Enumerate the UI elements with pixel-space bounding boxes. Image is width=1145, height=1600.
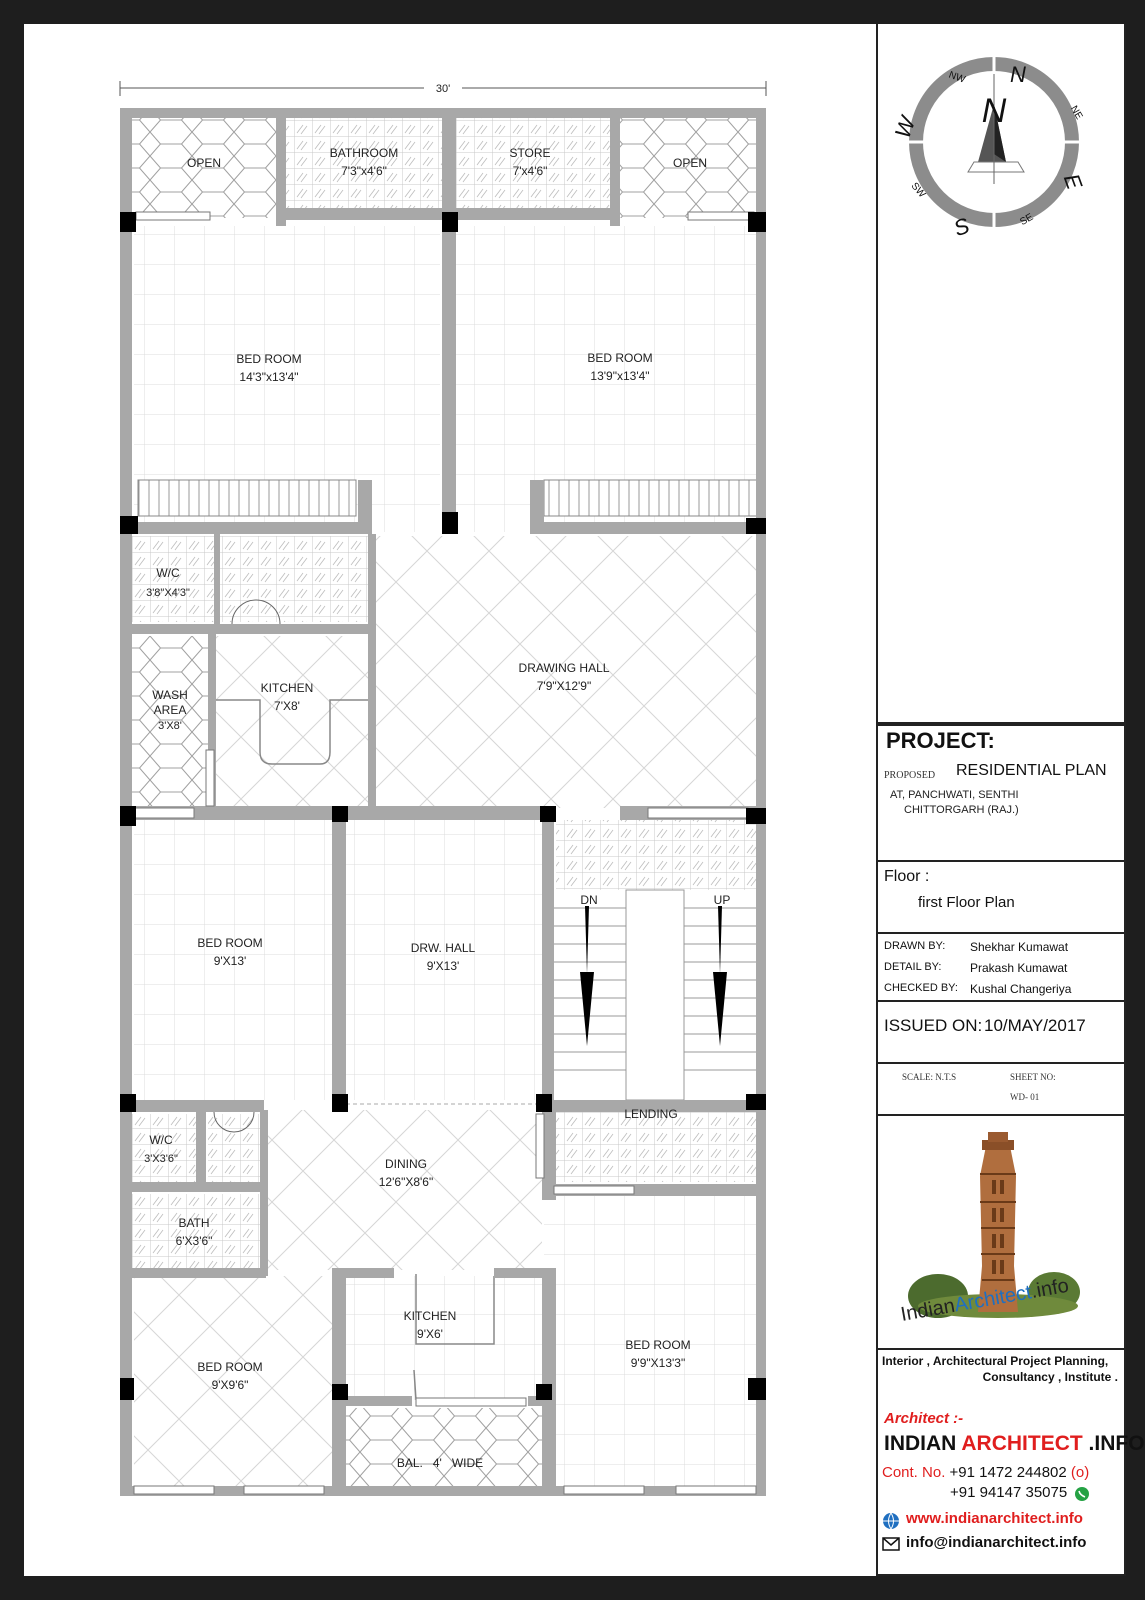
bedroom-4-size: 9'X9'6" [211,1378,249,1392]
floor-value: first Floor Plan [918,894,1015,911]
credits-block [876,932,1126,1002]
bedroom-5-label: BED ROOM [625,1338,691,1352]
balcony-label: BAL. 4' WIDE [396,1456,484,1470]
dimension-label: 30' [435,83,451,95]
compass-n: N [1010,62,1026,87]
project-label: PROJECT: [886,728,995,753]
drawing-sheet [24,24,1145,1576]
kitchen-2-floor [346,1276,542,1400]
contact-block [876,1348,1145,1576]
bath-size: 6'X3'6" [175,1234,213,1248]
wc2-size: 3'X3'6" [144,1153,178,1165]
open-left-label: OPEN [186,156,222,170]
address-line-1: AT, PANCHWATI, SENTHI [890,789,1019,801]
compass-w: W [889,113,921,142]
compass-n-big: N [981,92,1007,130]
website-link[interactable]: www.indianarchitect.info [906,1510,1083,1527]
checked-by-value: Kushal Changeriya [970,982,1072,996]
contact-label: Cont. No. [882,1464,946,1481]
mail-icon [882,1536,900,1552]
bed2-railing [544,480,758,516]
kitchen-1-floor [214,636,368,808]
wc1-size: 3'8"X4'3" [146,587,190,599]
sheet-no-value: WD- 01 [1010,1092,1040,1102]
logo-text-indian: Indian [899,1294,957,1326]
compass-ne: NE [1067,103,1085,122]
whatsapp-icon [1074,1486,1090,1502]
bedroom-5-size: 9'9"X13'3" [630,1356,686,1370]
logo-text-info: .info [1029,1274,1071,1303]
drawn-by-value: Shekhar Kumawat [970,940,1069,954]
bedroom-3-size: 9'X13' [213,954,247,968]
lending-label: LENDING [624,1107,678,1121]
bathroom-label: BATHROOM [329,146,399,160]
detail-by-value: Prakash Kumawat [970,961,1068,975]
bedroom-1-size: 14'3"x13'4" [239,370,299,384]
contact-phone-1 [882,1464,1089,1481]
wc2-floor [130,1114,196,1182]
bed1-railing [138,480,356,516]
compass-icon [878,34,1124,274]
scale-block [876,1062,1126,1116]
kitchen-1-size: 7'X8' [274,699,300,713]
dining-floor [266,1110,542,1270]
issued-label: ISSUED ON: [884,1016,983,1035]
tower-logo-icon [878,1116,1124,1348]
wash-label-2: AREA [153,703,187,717]
drawing-hall-size: 7'9"X12'9" [536,679,592,693]
phone-1-suffix: (o) [1070,1464,1090,1481]
kitchen-1-label: KITCHEN [260,681,314,695]
services-line-2: Consultancy , Institute . [982,1370,1118,1384]
stair-dn-label: DN [580,893,598,907]
dining-label: DINING [385,1157,427,1171]
compass-nw: NW [947,69,967,86]
store-size: 7'x4'6" [512,164,548,178]
brand-part-1: INDIAN [884,1432,962,1455]
address-line-2: CHITTORGARH (RAJ.) [904,804,1019,816]
balcony-floor [346,1408,542,1492]
phone-2: +91 94147 35075 [950,1484,1068,1501]
compass-panel [876,24,1126,724]
passage-floor [220,536,368,622]
dining-size: 12'6"X8'6" [378,1175,434,1189]
compass-sw: SW [908,180,928,201]
email-link[interactable]: info@indianarchitect.info [906,1534,1087,1551]
brand-part-2: ARCHITECT [961,1432,1083,1455]
globe-icon [882,1512,900,1530]
bedroom-4-label: BED ROOM [197,1360,263,1374]
detail-by-label: DETAIL BY: [884,961,942,973]
open-right-label: OPEN [672,156,708,170]
drawing-hall-label: DRAWING HALL [518,661,610,675]
phone-1: +91 1472 244802 [945,1464,1071,1481]
brand-name [884,1432,1145,1456]
sheet-no-label: SHEET NO: [1010,1072,1056,1082]
logo-block [876,1114,1126,1350]
drw-hall-label: DRW. HALL [410,941,476,955]
compass-se: SE [1018,211,1036,228]
bedroom-2-label: BED ROOM [587,351,653,365]
project-block [876,724,1126,862]
bathroom-size: 7'3"x4'6" [341,164,387,178]
wash-label: WASH [152,688,188,702]
services-line-1: Interior , Architectural Project Planning, [882,1354,1109,1368]
floor-block [876,860,1126,934]
kitchen-2-size: 9'X6' [417,1327,443,1341]
architect-label: Architect :- [884,1410,964,1427]
compass-e: E [1058,170,1088,193]
drw-hall-size: 9'X13' [426,959,460,973]
stair-up-label: UP [713,893,731,907]
bath-label: BATH [178,1216,210,1230]
floor-label: Floor : [884,868,930,885]
passage-2-floor [208,1114,262,1182]
scale-label: SCALE: N.T.S [902,1072,957,1082]
staircase [552,890,762,1100]
issued-value: 10/MAY/2017 [984,1016,1086,1035]
bedroom-1-label: BED ROOM [236,352,302,366]
bath-floor [130,1194,260,1268]
floor-plan [24,24,876,1576]
wc2-label: W/C [149,1133,173,1147]
issued-block [876,1000,1126,1064]
project-name: RESIDENTIAL PLAN [956,762,1107,779]
project-address [890,788,1019,818]
compass-s: S [950,212,973,242]
bedroom-3-label: BED ROOM [197,936,263,950]
proposed-label: PROPOSED [884,770,936,781]
drawn-by-label: DRAWN BY: [884,940,946,952]
bathroom-floor [286,116,442,208]
wash-size: 3'X8' [158,720,182,732]
store-floor [456,116,610,208]
stair-top-landing [556,820,760,890]
logo-text-architect: Architect [952,1281,1034,1317]
brand-part-3: .INFO [1082,1432,1145,1455]
checked-by-label: CHECKED BY: [884,982,958,994]
kitchen-2-label: KITCHEN [403,1309,457,1323]
bedroom-2-size: 13'9"x13'4" [590,369,650,383]
store-label: STORE [509,146,551,160]
wc1-label: W/C [156,566,180,580]
